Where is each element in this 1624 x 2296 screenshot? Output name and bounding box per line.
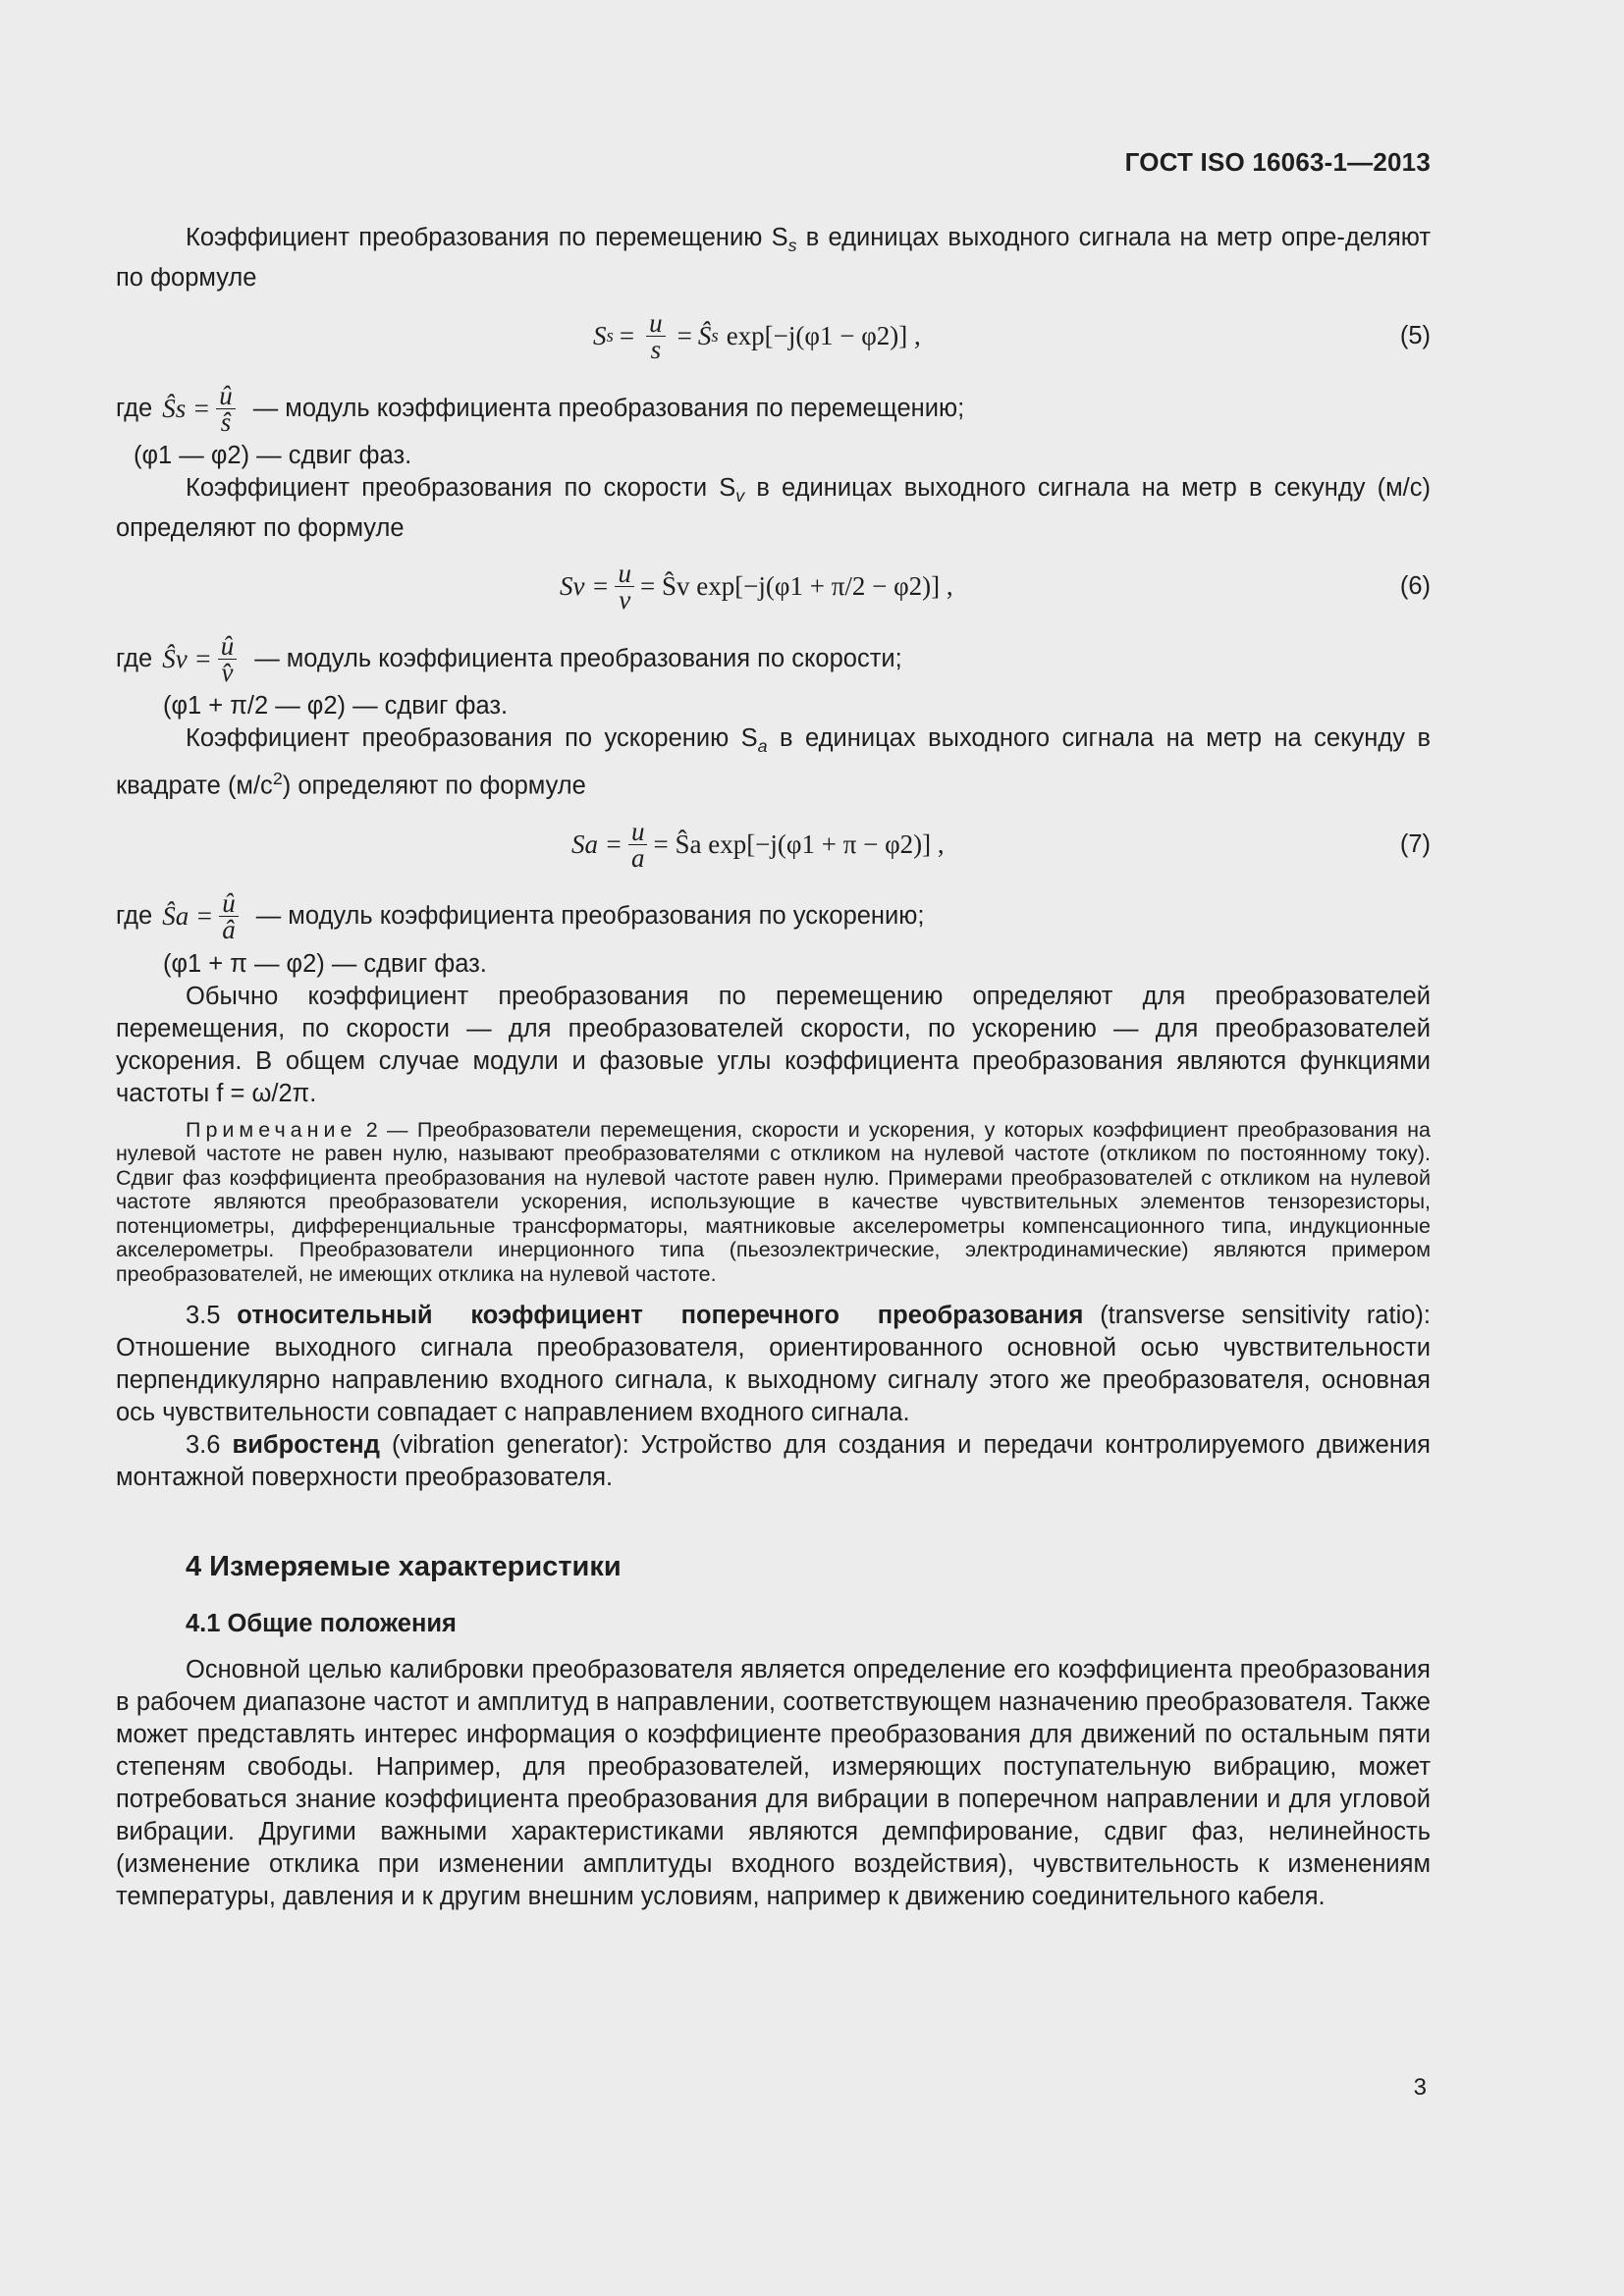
paragraph-velocity-sensitivity: Коэффициент преобразования по скорости $S_v$ в единицах выходного сигнала на метр в секунду (м/с) определяют по формуле	[116, 474, 1432, 543]
paragraph-acceleration-sensitivity: Коэффициент преобразования по ускорению $S_a$ в единицах выходного сигнала на метр на секунду в квадрате $(м/с^2)$ определяют по формуле	[116, 724, 1431, 800]
definition-3-6: 3.6 вибростенд (vibration generator): Устройство для создания и передачи контролируемого движения монтажной поверхности преобразователя.	[116, 1431, 1431, 1492]
note-2: Примечание 2 — Преобразователи перемещения, скорости и ускорения, у которых коэффициент преобразования на нулевой частоте не равен нулю, называют преобразователями с откликом на нулевой частоте (откликом по постоянному току). Сдвиг фаз коэффициента преобразования на нулевой частоте равен нулю. Примерами преобразователей с откликом на нулевой частоте являются преобразователи ускорения, использующие в качестве чувствительных элементов тензорезисторы, потенциометры, дифференциальные трансформаторы, маятниковые акселерометры компенсационного типа, индукционные акселерометры. Преобразователи инерционного типа (пьезоэлектрические, электродинамические) являются примером преобразователей, не имеющих отклика на нулевой частоте.	[116, 1117, 1431, 1286]
formula-5	[116, 302, 1431, 371]
formula-6-expression: Sv = $\frac{u}{v}$ = Ŝv exp[−j(φ1 + π/2 − φ2)] ,	[560, 559, 953, 615]
phase-shift-5: (φ1 — φ2) — сдвиг фаз.	[134, 442, 412, 470]
paragraph-calibration-purpose: Основной целью калибровки преобразователя является определение его коэффициента преобразования в рабочем диапазоне частот и амплитуд в направлении, соответствующем назначению преобразователя. Также может представлять интерес информация о коэффициенте преобразования для движений по остальным пяти степеням свободы. Например, для преобразователей, измеряющих поступательную вибрацию, может потребоваться знание коэффициента преобразования для вибрации в поперечном направлении и для угловой вибрации. Другими важными характеристиками являются демпфирование, сдвиг фаз, нелинейность (изменение отклика при изменении амплитуды входного воздействия), чувствительность к изменениям температуры, давления и к другим внешним условиям, например к движению соединительного кабеля.	[116, 1656, 1431, 1911]
formula-5-fraction: $\frac{u}{s}$	[646, 310, 666, 362]
formula-7-number: (7)	[1399, 829, 1431, 858]
phase-shift-6: (φ1 + π/2 — φ2) — сдвиг фаз.	[163, 692, 509, 721]
where-clause-5: где Ŝs = $\frac{û}{ŝ}$ — модуль коэффициента преобразования по перемещению;	[116, 380, 965, 437]
paragraph-displacement-sensitivity: Коэффициент преобразования по перемещению $S_s$ в единицах выходного сигнала на метр опре-деляют по формуле	[116, 224, 1431, 293]
formula-5-expression: S s = $\frac{u}{s}$ = Ŝ s exp[−j(φ1 − φ2)] ,	[593, 308, 921, 365]
formula-5-number: (5)	[1399, 322, 1431, 350]
formula-7-expression: Sa = $\frac{u}{a}$ = Ŝa exp[−j(φ1 + π − φ2)] ,	[571, 816, 945, 873]
document-code-header: ГОСТ ISO 16063-1—2013	[1124, 147, 1431, 177]
formula-7	[116, 811, 1431, 880]
document-body	[116, 222, 1431, 1913]
paragraph-general-case: Обычно коэффициент преобразования по перемещению определяют для преобразователей перемещения, по скорости — для преобразователей скорости, по ускорению — для преобразователей ускорения. В общем случае модули и фазовые углы коэффициента преобразования являются функциями частоты f = ω/2π.	[116, 982, 1431, 1107]
section-4-1-heading: 4.1 Общие положения	[186, 1610, 457, 1638]
phase-shift-7: (φ1 + π — φ2) — сдвиг фаз.	[163, 949, 487, 978]
page-number: 3	[1413, 2074, 1427, 2101]
definition-3-5: 3.5 относительный коэффициент поперечного преобразования (transverse sensitivity ratio): Отношение выходного сигнала преобразователя, ориентированного основной осью чувствительности перпендикулярно направлению входного сигнала, к выходному сигналу этого же преобразователя, основная ось чувствительности совпадает с направлением входного сигнала.	[116, 1302, 1432, 1427]
section-4-heading: 4 Измеряемые характеристики	[186, 1551, 622, 1583]
where-clause-6: где Ŝv = $\frac{û}{v̂}$ — модуль коэффициента преобразования по скорости;	[116, 630, 902, 687]
formula-6	[116, 553, 1431, 621]
formula-6-number: (6)	[1399, 572, 1431, 601]
where-clause-7: где Ŝa = $\frac{û}{â}$ — модуль коэффициента преобразования по ускорению;	[116, 888, 925, 945]
